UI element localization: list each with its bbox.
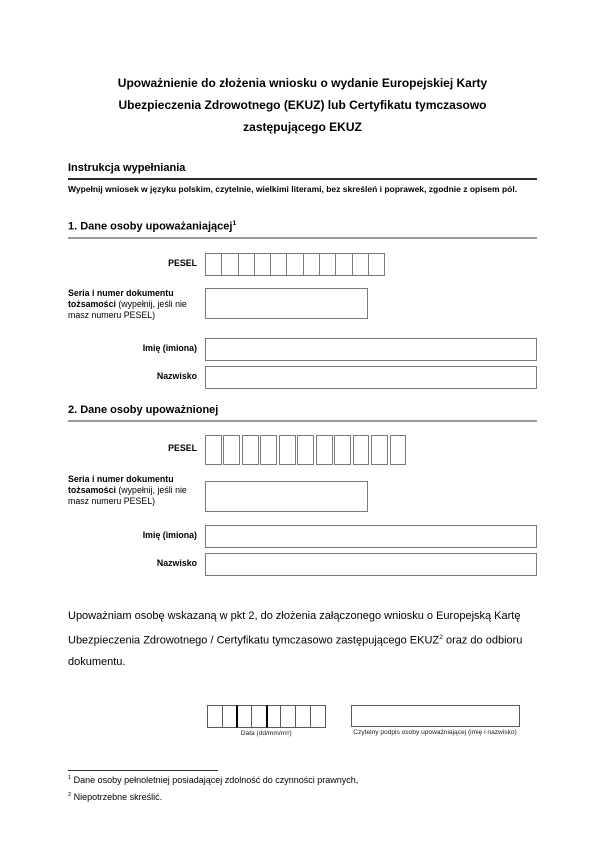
signature-label: Czytelny podpis osoby upoważniającej (imię i nazwisko) (353, 729, 517, 737)
section2-pesel-input[interactable] (205, 435, 408, 465)
date-input[interactable] (207, 705, 326, 728)
section1-document-label-bold: Seria i numer dokumentu tożsamości (68, 287, 174, 309)
date-label: Data (dd/mm/rrrr) (240, 730, 292, 738)
char-cell[interactable] (236, 705, 252, 728)
char-cell[interactable] (207, 705, 223, 728)
section2-surname-row (68, 553, 537, 576)
char-cell[interactable] (368, 253, 385, 276)
char-cell[interactable] (254, 253, 271, 276)
section1-given-names-row (68, 338, 537, 361)
section1-pesel-label: PESEL (168, 257, 197, 268)
char-cell[interactable] (319, 253, 336, 276)
char-cell[interactable] (316, 435, 333, 465)
statement-text-after: oraz do odbioru dokumentu. (68, 634, 523, 669)
section2-given-names-row (68, 525, 537, 548)
section1-document-label-normal: (wypełnij, jeśli nie masz numeru PESEL) (68, 298, 187, 320)
char-cell[interactable] (280, 705, 296, 728)
statement-text: Upoważniam osobę wskazaną w pkt 2, do złożenia załączonego wniosku o Europejską Kartę Ubezpieczenia Zdrowotnego / Certyfikatu tymczasowo zastępującego EKUZ (68, 609, 521, 647)
char-cell[interactable] (352, 253, 369, 276)
section1-pesel-row (68, 253, 537, 276)
char-cell[interactable] (303, 253, 320, 276)
char-cell[interactable] (353, 435, 370, 465)
char-cell[interactable] (205, 435, 222, 465)
footnote-1 (68, 771, 537, 788)
section2-document-label-bold: Seria i numer dokumentu tożsamości (68, 473, 174, 495)
char-cell[interactable] (260, 435, 277, 465)
char-cell[interactable] (390, 435, 407, 465)
section2-document-row (68, 474, 537, 512)
signature-group (351, 705, 520, 736)
section2-document-label (68, 474, 205, 507)
form-title-line1: Upoważnienie do złożenia wniosku o wydanie Europejskiej Karty (117, 76, 488, 90)
footnote-2 (68, 788, 537, 805)
footnote-2-ref: 2 (68, 792, 72, 799)
statement-footnote-ref: 2 (439, 633, 443, 641)
section1-pesel-input[interactable] (205, 253, 385, 276)
authorization-statement (68, 605, 537, 674)
footnote-1-ref: 1 (68, 775, 72, 782)
char-cell[interactable] (270, 253, 287, 276)
section2-document-input[interactable] (205, 481, 368, 512)
char-cell[interactable] (205, 253, 222, 276)
char-cell[interactable] (297, 435, 314, 465)
section2-given-names-label: Imię (imiona) (142, 529, 197, 540)
char-cell[interactable] (266, 705, 282, 728)
char-cell[interactable] (221, 253, 238, 276)
char-cell[interactable] (251, 705, 267, 728)
instructions-heading: Instrukcja wypełniania (68, 162, 186, 174)
section2-pesel-label: PESEL (168, 442, 197, 453)
footnote-2-text: Niepotrzebne skreślić. (73, 792, 163, 803)
char-cell[interactable] (223, 435, 240, 465)
char-cell[interactable] (310, 705, 326, 728)
char-cell[interactable] (334, 435, 351, 465)
form-title-line3: zastępującego EKUZ (243, 120, 362, 134)
section1-surname-row (68, 366, 537, 389)
instructions-text: Wypełnij wniosek w języku polskim, czytelnie, wielkimi literami, bez skreśleń i poprawek, zgodnie z opisem pól. (68, 184, 518, 194)
section1-given-names-input[interactable] (205, 338, 537, 361)
date-signature-row (68, 705, 537, 737)
section2-rule (68, 420, 537, 422)
section1-footnote-ref: 1 (232, 220, 237, 227)
section1-surname-label: Nazwisko (156, 370, 197, 381)
section1-rule (68, 237, 537, 239)
section1-heading-text: 1. Dane osoby upoważaniającej (68, 220, 233, 233)
section1-surname-input[interactable] (205, 366, 537, 389)
date-group (207, 705, 326, 737)
char-cell[interactable] (238, 253, 255, 276)
section2-surname-label: Nazwisko (156, 557, 197, 568)
section1-given-names-label: Imię (imiona) (142, 342, 197, 353)
char-cell[interactable] (222, 705, 238, 728)
form-title (68, 72, 537, 138)
section2-given-names-input[interactable] (205, 525, 537, 548)
footnote-1-text: Dane osoby pełnoletniej posiadającej zdolność do czynności prawnych, (73, 775, 359, 786)
section2-surname-input[interactable] (205, 553, 537, 576)
signature-input[interactable] (351, 705, 520, 727)
char-cell[interactable] (242, 435, 259, 465)
section1-document-label (68, 288, 205, 321)
section1-document-input[interactable] (205, 288, 368, 319)
section1-document-row (68, 288, 537, 321)
char-cell[interactable] (371, 435, 388, 465)
section2-document-label-normal: (wypełnij, jeśli nie masz numeru PESEL) (68, 484, 187, 506)
char-cell[interactable] (295, 705, 311, 728)
section2-pesel-row (68, 435, 537, 465)
char-cell[interactable] (279, 435, 296, 465)
char-cell[interactable] (335, 253, 352, 276)
char-cell[interactable] (286, 253, 303, 276)
section2-heading: 2. Dane osoby upoważnionej (68, 403, 219, 416)
section1-heading (68, 220, 537, 233)
form-title-line2: Ubezpieczenia Zdrowotnego (EKUZ) lub Certyfikatu tymczasowo (118, 98, 487, 112)
